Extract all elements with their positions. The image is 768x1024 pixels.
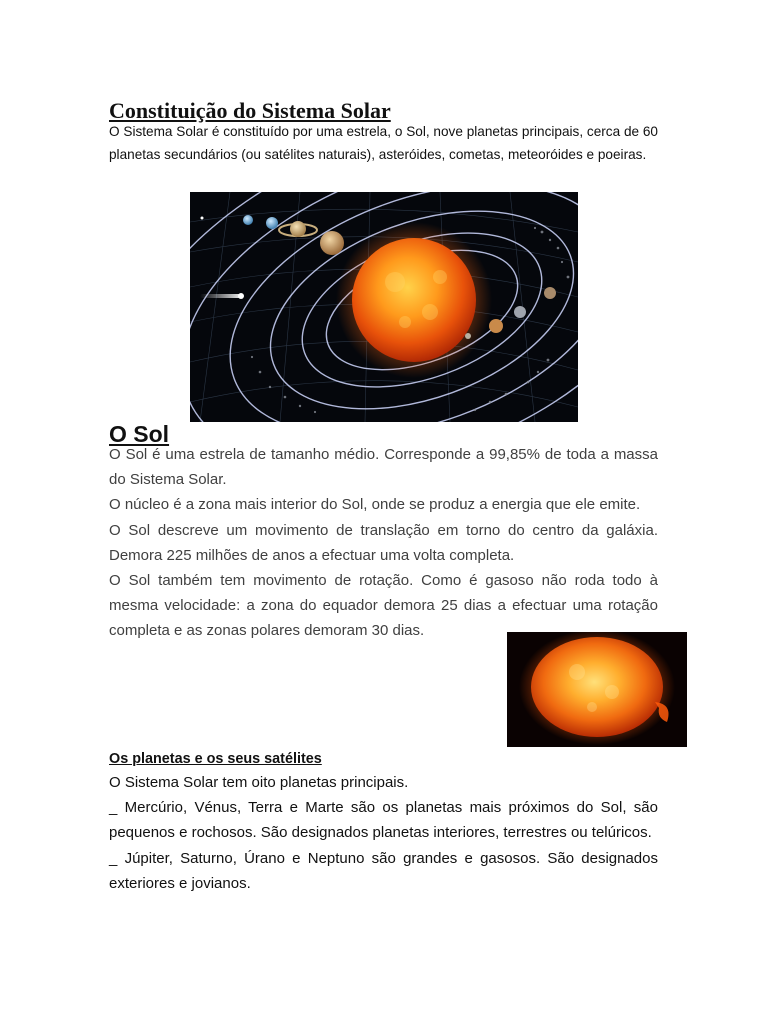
solar-system-image <box>190 192 578 422</box>
section-heading-sol: O Sol <box>109 421 170 447</box>
planets-paragraph: O Sistema Solar tem oito planetas principais. <box>109 774 409 791</box>
intro-paragraph: O Sistema Solar é constituído por uma estrela, o Sol, nove planetas principais, cerca de 60 planetas secundários (ou satélites naturais), asteróides, cometas, meteoróides e poeiras. <box>109 124 658 162</box>
page-title: Constituição do Sistema Solar <box>109 98 391 123</box>
planets-paragraph: _ Mercúrio, Vénus, Terra e Marte são os planetas mais próximos do Sol, são pequenos e rochosos. São designados planetas interiores, terrestres ou telúricos. <box>109 799 658 842</box>
planets-section-text <box>109 770 658 896</box>
sol-paragraph: O núcleo é a zona mais interior do Sol, onde se produz a energia que ele emite. <box>109 496 641 514</box>
planets-paragraph: _ Júpiter, Saturno, Úrano e Neptuno são grandes e gasosos. São designados exteriores e jovianos. <box>109 849 658 892</box>
sol-paragraph: O Sol também tem movimento de rotação. Como é gasoso não roda todo à mesma velocidade: a zona do equador demora 25 dias a efectuar uma rotação completa e as zonas polares demoram 30 dias. <box>109 572 658 640</box>
sol-section-text <box>109 442 658 644</box>
sun-image <box>507 632 687 747</box>
section-heading-planets: Os planetas e os seus satélites <box>109 751 322 767</box>
sol-paragraph: O Sol é uma estrela de tamanho médio. Corresponde a 99,85% de toda a massa do Sistema Solar. <box>109 446 658 489</box>
sol-paragraph: O Sol descreve um movimento de translação em torno do centro da galáxia. Demora 225 milhões de anos a efectuar uma volta completa. <box>109 521 658 564</box>
